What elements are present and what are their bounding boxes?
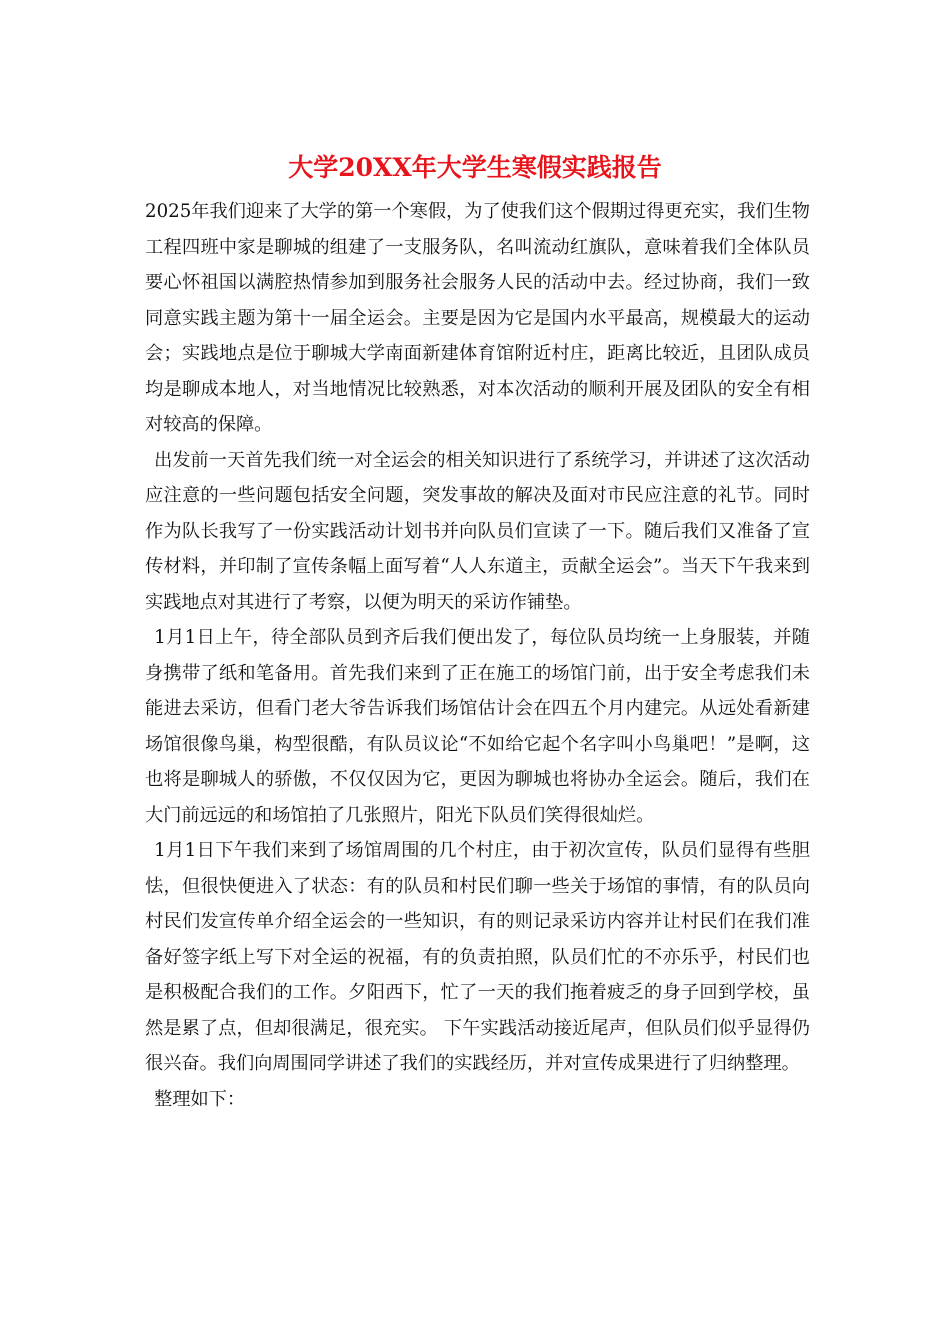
- document-body: [145, 194, 810, 1117]
- paragraph-summary-intro: 整理如下：: [154, 1088, 246, 1110]
- document-title: 大学20XX年大学生寒假实践报告: [288, 153, 662, 182]
- paragraph-afternoon: 1月1日下午我们来到了场馆周围的几个村庄，由于初次宣传，队员们显得有些胆怯，但很快便进入了状态：有的队员和村民们聊一些关于场馆的事情，有的队员向村民们发宣传单介绍全运会的一些知识，有的则记录采访内容并让村民们在我们准备好签字纸上写下对全运的祝福，有的负责拍照，队员们忙的不亦乐乎，村民们也是积极配合我们的工作。夕阳西下，忙了一天的我们拖着疲乏的身子回到学校，虽然是累了点，但却很满足，很充实。 下午实践活动接近尾声，但队员们似乎显得仍很兴奋。我们向周围同学讲述了我们的实践经历，并对宣传成果进行了归纳整理。: [145, 840, 810, 1074]
- paragraph-preparation: 出发前一天首先我们统一对全运会的相关知识进行了系统学习，并讲述了这次活动应注意的一些问题包括安全问题，突发事故的解决及面对市民应注意的礼节。同时作为队长我写了一份实践活动计划书并向队员们宣读了一下。随后我们又准备了宣传材料，并印制了宣传条幅上面写着“人人东道主，贡献全运会”。当天下午我来到实践地点对其进行了考察，以便为明天的采访作铺垫。: [145, 449, 810, 613]
- paragraph-intro: 2025年我们迎来了大学的第一个寒假，为了使我们这个假期过得更充实，我们生物工程四班中家是聊城的组建了一支服务队，名叫流动红旗队，意味着我们全体队员要心怀祖国以满腔热情参加到服务社会服务人民的活动中去。经过协商，我们一致同意实践主题为第十一届全运会。主要是因为它是国内水平最高，规模最大的运动会；实践地点是位于聊城大学南面新建体育馆附近村庄，距离比较近，且团队成员均是聊成本地人，对当地情况比较熟悉，对本次活动的顺利开展及团队的安全有相对较高的保障。: [145, 201, 810, 435]
- paragraph-morning: 1月1日上午，待全部队员到齐后我们便出发了，每位队员均统一上身服装，并随身携带了纸和笔备用。首先我们来到了正在施工的场馆门前，出于安全考虑我们未能进去采访，但看门老大爷告诉我们场馆估计会在四五个月内建完。从远处看新建场馆很像鸟巢，构型很酷，有队员议论“不如给它起个名字叫小鸟巢吧！”是啊，这也将是聊城人的骄傲，不仅仅因为它，更因为聊城也将协办全运会。随后，我们在大门前远远的和场馆拍了几张照片，阳光下队员们笑得很灿烂。: [145, 627, 810, 826]
